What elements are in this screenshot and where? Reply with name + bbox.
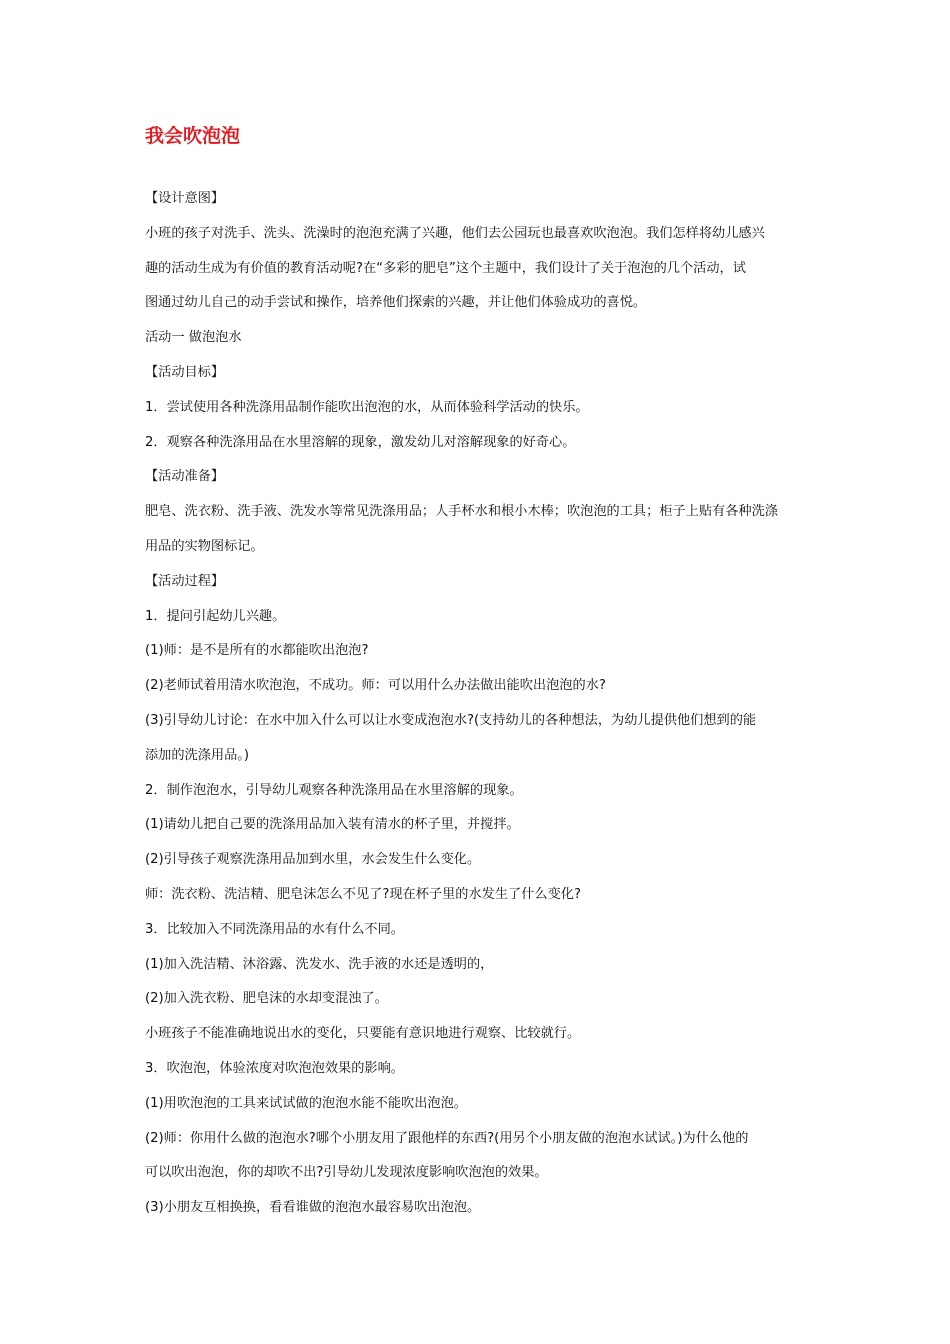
paragraph: (1)师：是不是所有的水都能吹出泡泡? xyxy=(145,643,369,659)
paragraph: 【活动目标】 xyxy=(145,364,225,380)
paragraph-line: 小班的孩子对洗手、洗头、洗澡时的泡泡充满了兴趣，他们去公园玩也最喜欢吹泡泡。我们怎样将幼儿感兴 xyxy=(145,225,765,241)
paragraph: (1)加入洗洁精、沐浴露、洗发水、洗手液的水还是透明的， xyxy=(145,956,494,972)
paragraph: 【活动过程】 xyxy=(145,573,225,589)
paragraph: 3．比较加入不同洗涤用品的水有什么不同。 xyxy=(145,921,404,937)
paragraph: (2)引导孩子观察洗涤用品加到水里，水会发生什么变化。 xyxy=(145,852,481,868)
paragraph xyxy=(145,217,810,321)
paragraph xyxy=(145,495,810,565)
paragraph: 小班孩子不能准确地说出水的变化，只要能有意识地进行观察、比较就行。 xyxy=(145,1026,581,1042)
paragraph: 师：洗衣粉、洗洁精、肥皂沫怎么不见了?现在杯子里的水发生了什么变化? xyxy=(145,886,581,902)
paragraph: 3．吹泡泡，体验浓度对吹泡泡效果的影响。 xyxy=(145,1060,404,1076)
paragraph: 1．尝试使用各种洗涤用品制作能吹出泡泡的水，从而体验科学活动的快乐。 xyxy=(145,399,589,415)
document-page xyxy=(145,122,810,1226)
paragraph xyxy=(145,1122,810,1192)
document-title: 我会吹泡泡 xyxy=(145,125,241,147)
paragraph-line: 肥皂、洗衣粉、洗手液、洗发水等常见洗涤用品；人手杯水和根小木棒；吹泡泡的工具；柜子上贴有各种洗涤 xyxy=(145,504,778,520)
paragraph: 【活动准备】 xyxy=(145,469,225,485)
paragraph-line: 图通过幼儿自己的动手尝试和操作，培养他们探索的兴趣，并让他们体验成功的喜悦。 xyxy=(145,295,647,311)
paragraph: 2．制作泡泡水，引导幼儿观察各种洗涤用品在水里溶解的现象。 xyxy=(145,782,523,798)
paragraph: (1)用吹泡泡的工具来试试做的泡泡水能不能吹出泡泡。 xyxy=(145,1095,467,1111)
paragraph: (1)请幼儿把自己要的洗涤用品加入装有清水的杯子里，并搅拌。 xyxy=(145,817,520,833)
paragraph: 1．提问引起幼儿兴趣。 xyxy=(145,608,286,624)
document-body xyxy=(145,182,810,1226)
paragraph-line: 可以吹出泡泡，你的却吹不出?引导幼儿发现浓度影响吹泡泡的效果。 xyxy=(145,1165,548,1181)
paragraph-line: 用品的实物图标记。 xyxy=(145,538,264,554)
paragraph: (2)老师试着用清水吹泡泡，不成功。师：可以用什么办法做出能吹出泡泡的水? xyxy=(145,678,606,694)
paragraph-line: 添加的洗涤用品。) xyxy=(145,747,250,763)
paragraph-line: (3)引导幼儿讨论：在水中加入什么可以让水变成泡泡水?(支持幼儿的各种想法，为幼儿提供他们想到的能 xyxy=(145,712,757,728)
paragraph-line: 趣的活动生成为有价值的教育活动呢?在“多彩的肥皂”这个主题中，我们设计了关于泡泡的几个活动，试 xyxy=(145,260,746,276)
paragraph: 活动一 做泡泡水 xyxy=(145,330,242,346)
paragraph: (2)加入洗衣粉、肥皂沫的水却变混浊了。 xyxy=(145,991,388,1007)
paragraph: 【设计意图】 xyxy=(145,191,225,206)
paragraph: 2．观察各种洗涤用品在水里溶解的现象，激发幼儿对溶解现象的好奇心。 xyxy=(145,434,576,450)
paragraph: (3)小朋友互相换换，看看谁做的泡泡水最容易吹出泡泡。 xyxy=(145,1200,481,1216)
paragraph xyxy=(145,704,810,774)
paragraph-line: (2)师：你用什么做的泡泡水?哪个小朋友用了跟他样的东西?(用另个小朋友做的泡泡水试试。)为什么他的 xyxy=(145,1130,749,1146)
